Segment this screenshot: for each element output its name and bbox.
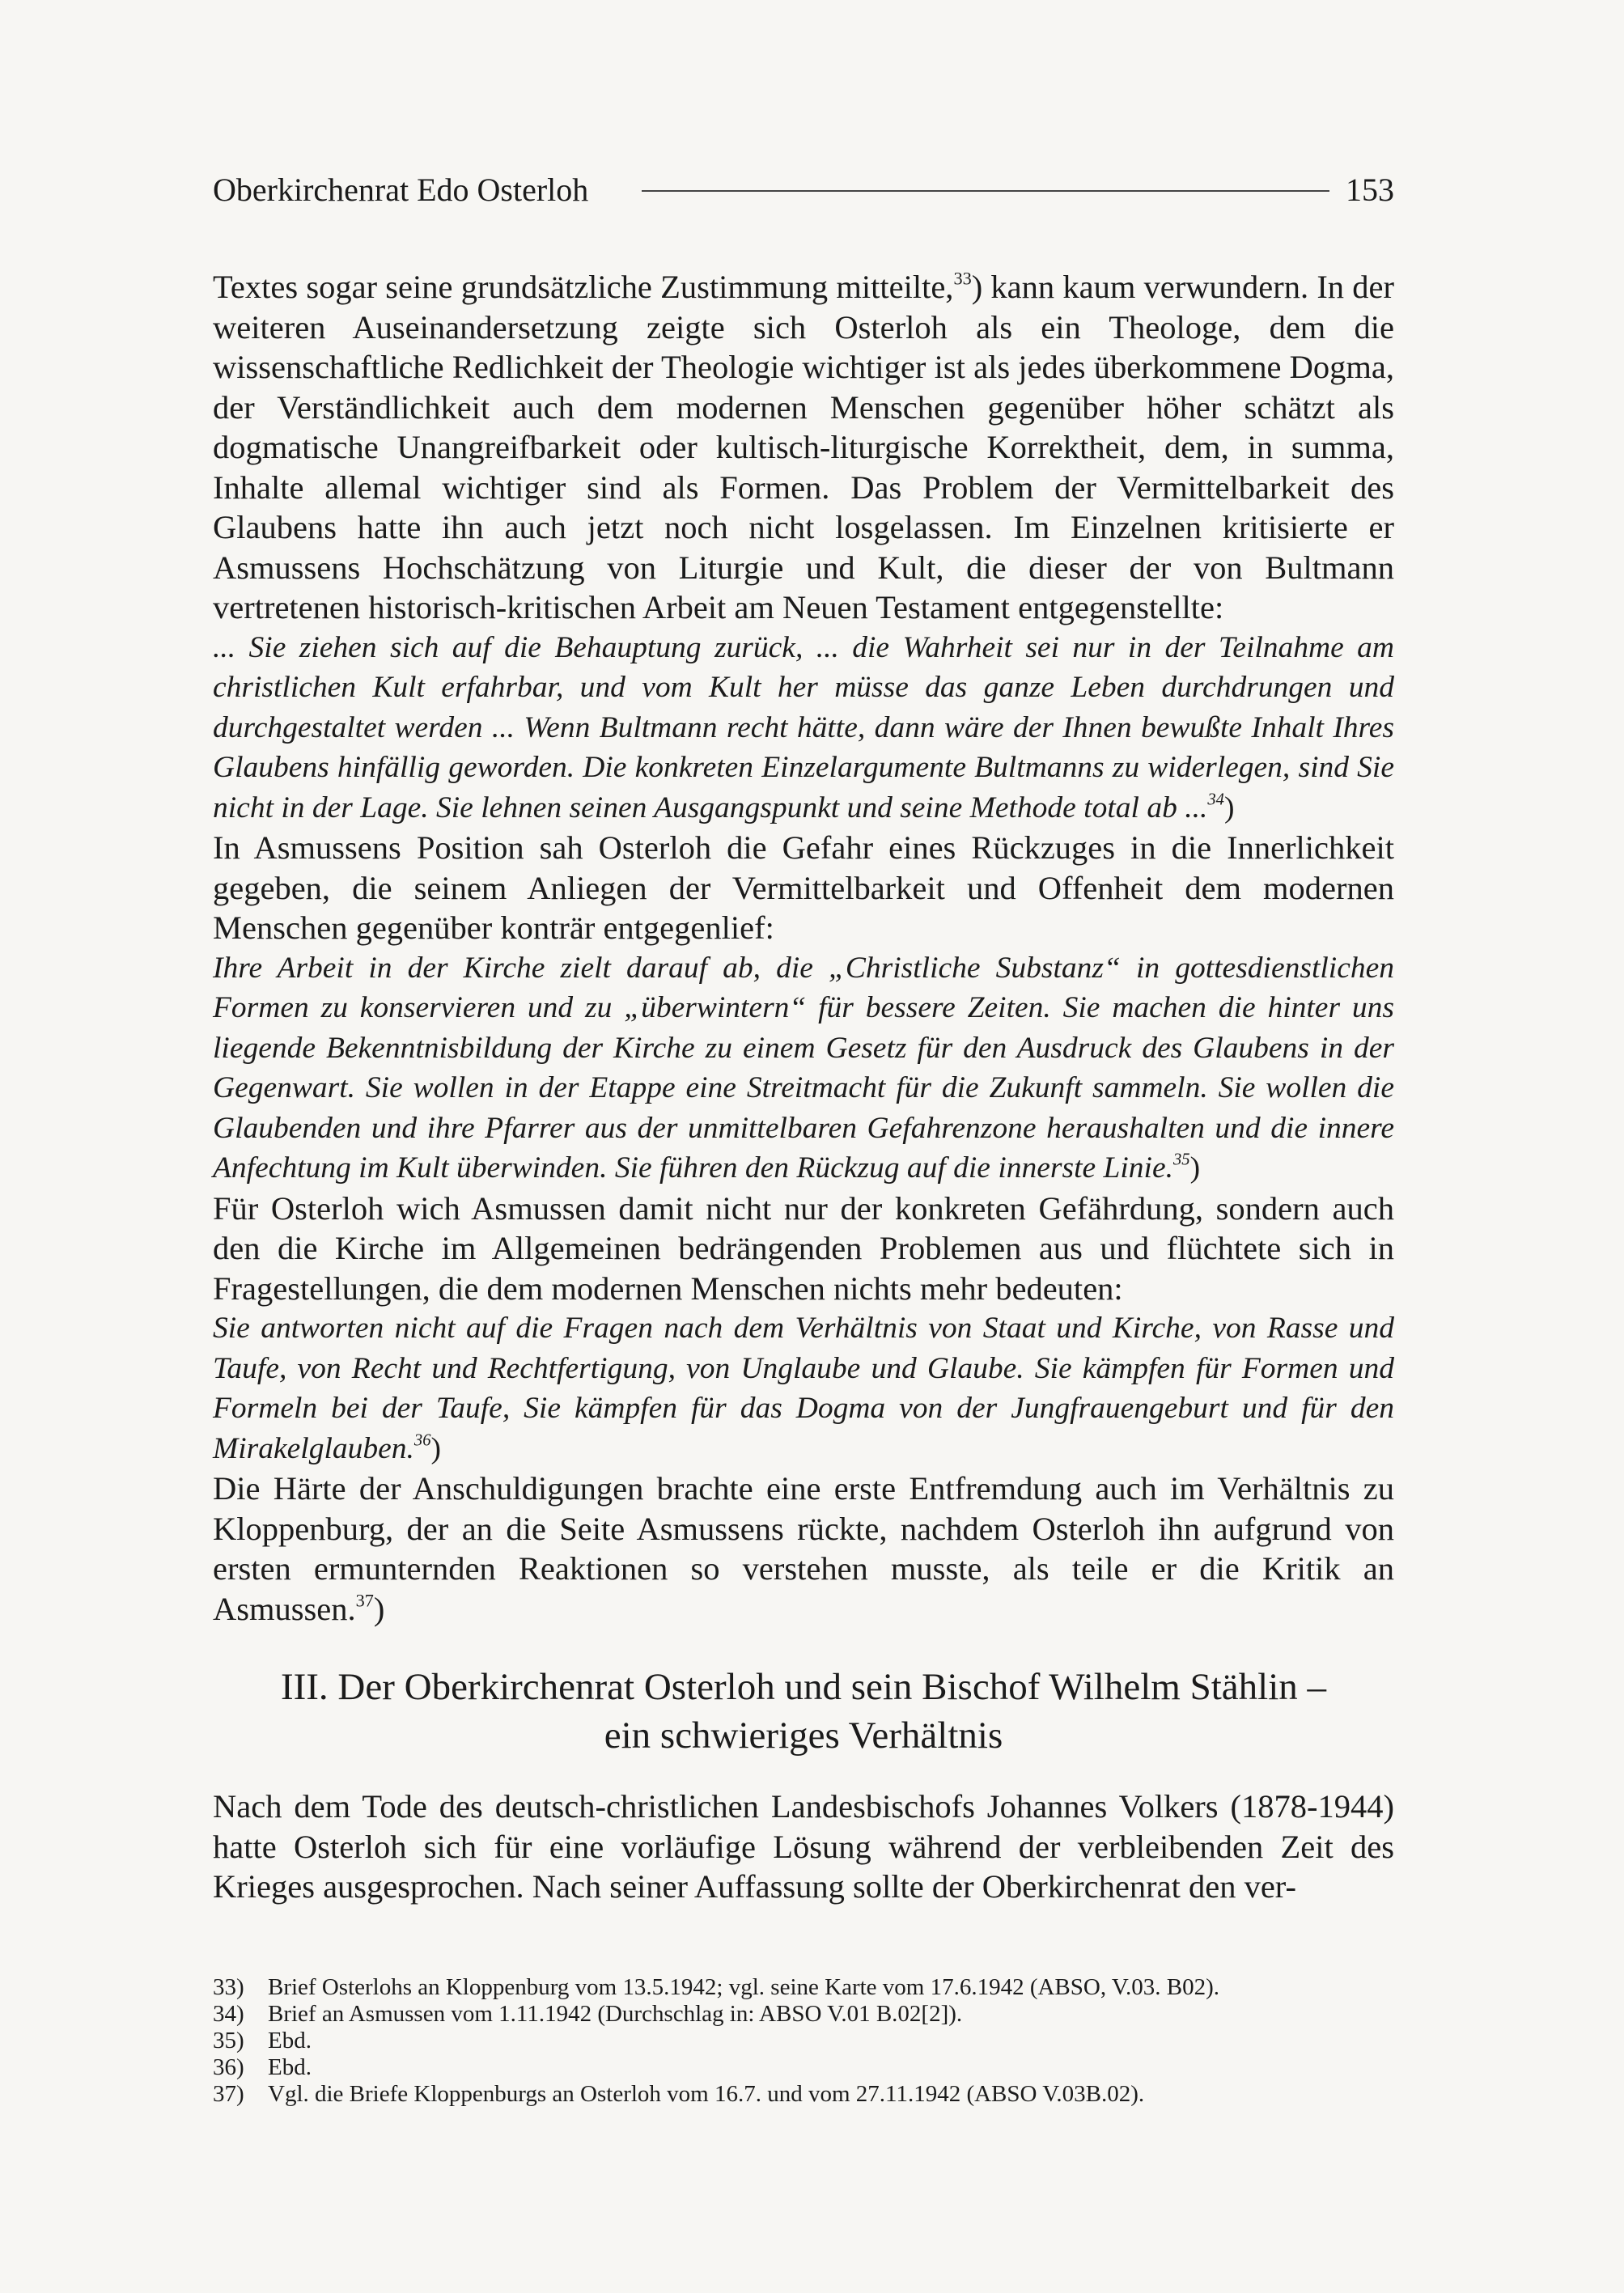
footnote-text: Ebd. — [268, 2054, 312, 2080]
text-span: Für Osterloh wich Asmussen damit nicht nur der konkreten Gefährdung, sondern auch den die Kirche im Allgemeinen bedrängenden Problemen aus und flüchtete sich in Fragestellungen, die dem modernen Menschen nichts mehr bedeuten: — [213, 1189, 1394, 1307]
footnote-number: 33) — [213, 1974, 244, 2000]
paragraph — [213, 267, 1394, 628]
footnote-number: 35) — [213, 2028, 244, 2054]
block-quote — [213, 1308, 1394, 1469]
footnote-text: Brief an Asmussen vom 1.11.1942 (Durchschlag in: ABSO V.01 B.02[2]). — [268, 2001, 963, 2027]
text-span: Textes sogar seine grundsätzliche Zustimmung mitteilte, — [213, 269, 954, 305]
text-span: ) — [373, 1590, 385, 1627]
text-span: ) — [1189, 1151, 1201, 1185]
footnote — [213, 2054, 1394, 2081]
footnote — [213, 1974, 1394, 2001]
footnote-reference: 33 — [953, 268, 972, 289]
text-span: ) — [1223, 790, 1235, 824]
section-heading-line: III. Der Oberkirchenrat Osterloh und sein Bischof Wilhelm Stählin – — [280, 1666, 1327, 1708]
footnote-number: 34) — [213, 2001, 244, 2027]
footnote-reference: 37 — [355, 1589, 374, 1610]
text-span: Sie antworten nicht auf die Fragen nach dem Verhältnis von Staat und Kirche, von Rasse und Taufe, von Recht und Rechtfertigung, von Unglaube und Glaube. Sie kämpfen für Formen und Formeln bei der Taufe, Sie kämpfen für das Dogma von der Jungfrauengeburt und für den Mirakelglauben. — [213, 1312, 1394, 1465]
running-header — [213, 166, 1394, 214]
header-rule — [642, 190, 1329, 192]
footnote-number: 36) — [213, 2054, 244, 2080]
footnote-reference: 36 — [413, 1431, 431, 1450]
footnote-number: 37) — [213, 2081, 244, 2107]
footnotes — [213, 1974, 1394, 2108]
main-text — [213, 267, 1394, 1629]
text-span: ) kann kaum verwundern. In der weiteren Auseinandersetzung zeigte sich Osterloh als ein Theologe, dem die wissenschaftliche Redlichkeit der Theologie wichtiger ist als jedes überkommene Dogma, der Verständlichkeit auch dem modernen Menschen gegenüber höher schätzt als dogmatische Unangreifbarkeit oder kultisch-liturgische Korrektheit, dem, in summa, Inhalte allemal wichtiger sind als Formen. Das Problem der Vermittelbarkeit des Glaubens hatte ihn auch jetzt noch nicht losgelassen. Im Einzelnen kritisierte er Asmussens Hochschätzung von Liturgie und Kult, die dieser der von Bultmann vertretenen historisch-kritischen Arbeit am Neuen Testament entgegenstellte: — [213, 269, 1394, 625]
paragraph — [213, 1469, 1394, 1629]
footnote-text: Brief Osterlohs an Kloppenburg vom 13.5.1942; vgl. seine Karte vom 17.6.1942 (ABSO, V.03. B02). — [268, 1974, 1220, 2000]
section-heading — [213, 1663, 1394, 1760]
page-number: 153 — [1346, 172, 1394, 208]
text-span: ) — [430, 1431, 442, 1465]
section-heading-line: ein schwieriges Verhältnis — [604, 1714, 1003, 1757]
section-paragraph: Nach dem Tode des deutsch-christlichen Landesbischofs Johannes Volkers (1878-1944) hatte Osterloh sich für eine vorläufige Lösung während der verbleibenden Zeit des Krieges ausgesprochen. Nach seiner Auffassung sollte der Oberkirchenrat den ver- — [213, 1788, 1394, 1905]
running-title: Oberkirchenrat Edo Osterloh — [213, 172, 589, 208]
footnote-reference: 35 — [1172, 1151, 1190, 1169]
footnote — [213, 2081, 1394, 2108]
text-span: In Asmussens Position sah Osterloh die Gefahr eines Rückzuges in die Innerlichkeit gegeben, die seinem Anliegen der Vermittelbarkeit und Offenheit dem modernen Menschen gegenüber konträr entgegenlief: — [213, 829, 1394, 946]
paragraph — [213, 828, 1394, 948]
text-span: ... Sie ziehen sich auf die Behauptung zurück, ... die Wahrheit sei nur in der Teilnahme am christlichen Kult erfahrbar, und vom Kult her müsse das ganze Leben durchdrungen und durchgestaltet werden ... Wenn Bultmann recht hätte, dann wäre der Ihnen bewußte Inhalt Ihres Glaubens hinfällig geworden. Die konkreten Einzelargumente Bultmanns zu widerlegen, sind Sie nicht in der Lage. Sie lehnen seinen Ausgangspunkt und seine Methode total ab ... — [213, 630, 1394, 824]
text-span: Die Härte der Anschuldigungen brachte eine erste Entfremdung auch im Verhältnis zu Kloppenburg, der an die Seite Asmussens rückte, nachdem Osterloh ihn aufgrund von ersten ermunternden Reaktionen so verstehen musste, als teile er die Kritik an Asmussen. — [213, 1470, 1394, 1627]
block-quote — [213, 948, 1394, 1189]
footnote-text: Vgl. die Briefe Kloppenburgs an Osterloh vom 16.7. und vom 27.11.1942 (ABSO V.03B.02). — [268, 2081, 1145, 2107]
footnote-reference: 34 — [1207, 790, 1224, 809]
footnote — [213, 2028, 1394, 2054]
block-quote — [213, 628, 1394, 829]
footnote-text: Ebd. — [268, 2028, 312, 2054]
paragraph — [213, 1189, 1394, 1309]
footnote — [213, 2001, 1394, 2028]
text-span: Ihre Arbeit in der Kirche zielt darauf ab, die „Christliche Substanz“ in gottesdienstlichen Formen zu konservieren und zu „überwintern“ für bessere Zeiten. Sie machen die hinter uns liegende Bekenntnisbildung der Kirche zu einem Gesetz für den Ausdruck des Glaubens in der Gegenwart. Sie wollen in der Etappe eine Streitmacht für die Zukunft sammeln. Sie wollen die Glaubenden und ihre Pfarrer aus der unmittelbaren Gefahrenzone heraushalten und die innere Anfechtung im Kult überwinden. Sie führen den Rückzug auf die innerste Linie. — [213, 951, 1394, 1185]
